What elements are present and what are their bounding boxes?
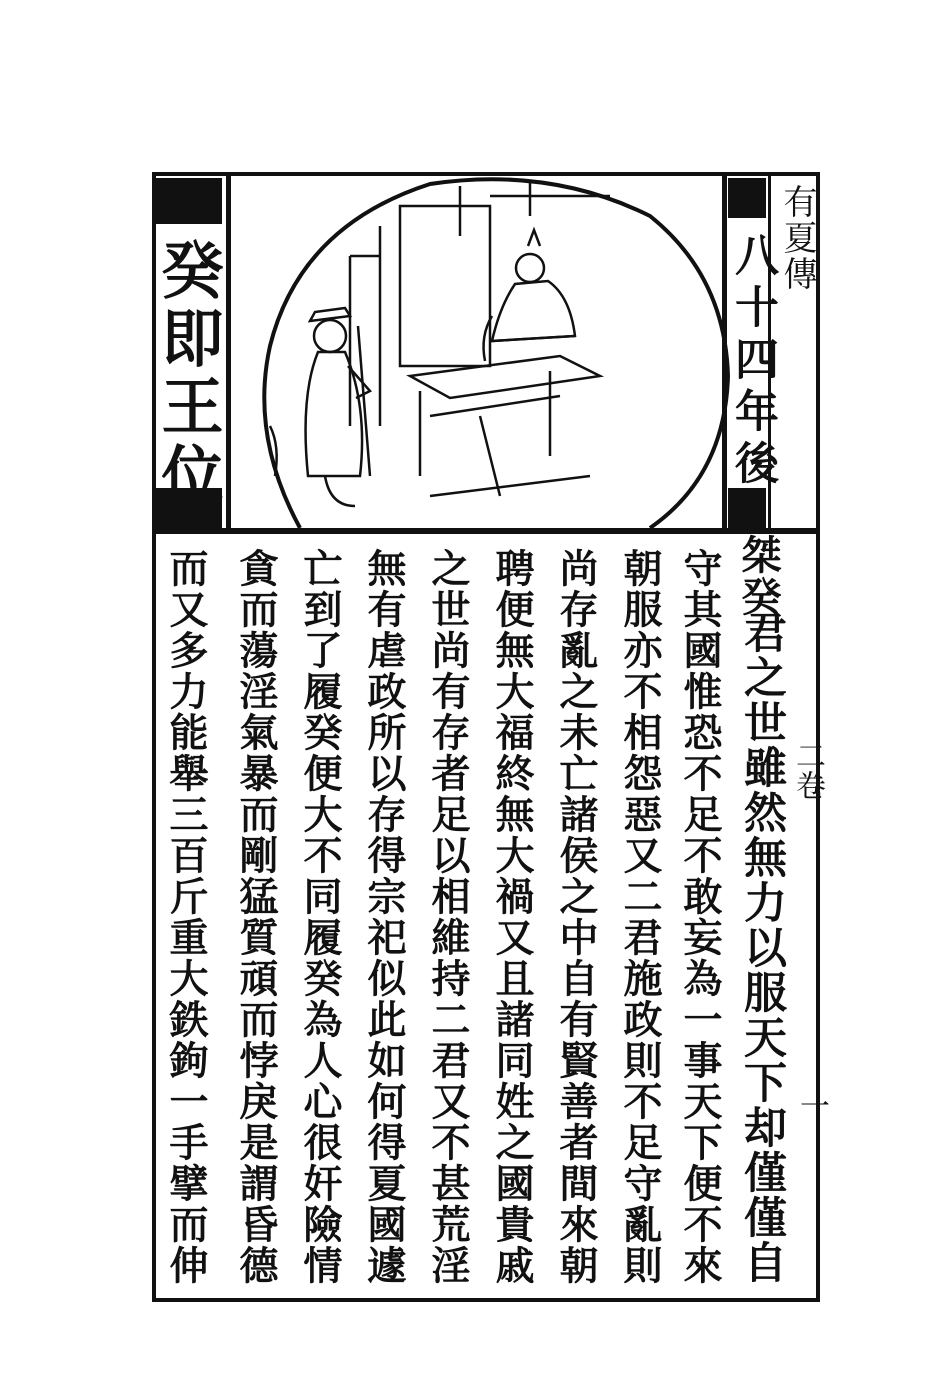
text-column-8: 亡到了履癸便大不同履癸為人心很奸險情 bbox=[297, 548, 343, 1286]
text-column-4: 尚存亂之未亡諸侯之中自有賢善者間來朝 bbox=[553, 548, 599, 1286]
illustration bbox=[230, 176, 730, 528]
text-column-1: 君之世雖然無力以服天下却僅僅自 bbox=[737, 610, 787, 1285]
section-tab: 桀癸 bbox=[735, 534, 782, 618]
illustration-bottom-rule bbox=[152, 528, 820, 534]
text-column-5: 聘便無大福終無大禍又且諸同姓之國貴戚 bbox=[489, 548, 535, 1286]
running-title: 有夏傳 bbox=[777, 184, 817, 292]
text-column-2: 守其國惟恐不足不敢妄為一事天下便不來 bbox=[677, 548, 723, 1286]
chapter-label: 八十四年後 bbox=[727, 232, 778, 492]
text-column-7: 無有虐政所以存得宗祀似此如何得夏國遽 bbox=[361, 548, 407, 1286]
text-column-6: 之世尚有存者足以相維持二君又不甚荒淫 bbox=[425, 548, 471, 1286]
chapter-title: 癸即王位 bbox=[151, 238, 224, 510]
volume-mark: 二卷 bbox=[790, 740, 825, 800]
text-column-9: 貪而蕩淫氣暴而剛猛質頑而悖戾是謂昏德 bbox=[233, 548, 279, 1286]
text-column-3: 朝服亦不相怨惡又二君施政則不足守亂則 bbox=[617, 548, 663, 1286]
folio-mark: 一 bbox=[794, 1090, 829, 1120]
text-column-10: 而又多力能舉三百斤重大鉄鉤一手擘而伸 bbox=[163, 548, 209, 1286]
top-block-marker-left bbox=[156, 178, 222, 224]
bottom-block-marker-right bbox=[728, 488, 766, 528]
top-block-marker-right bbox=[728, 178, 766, 218]
